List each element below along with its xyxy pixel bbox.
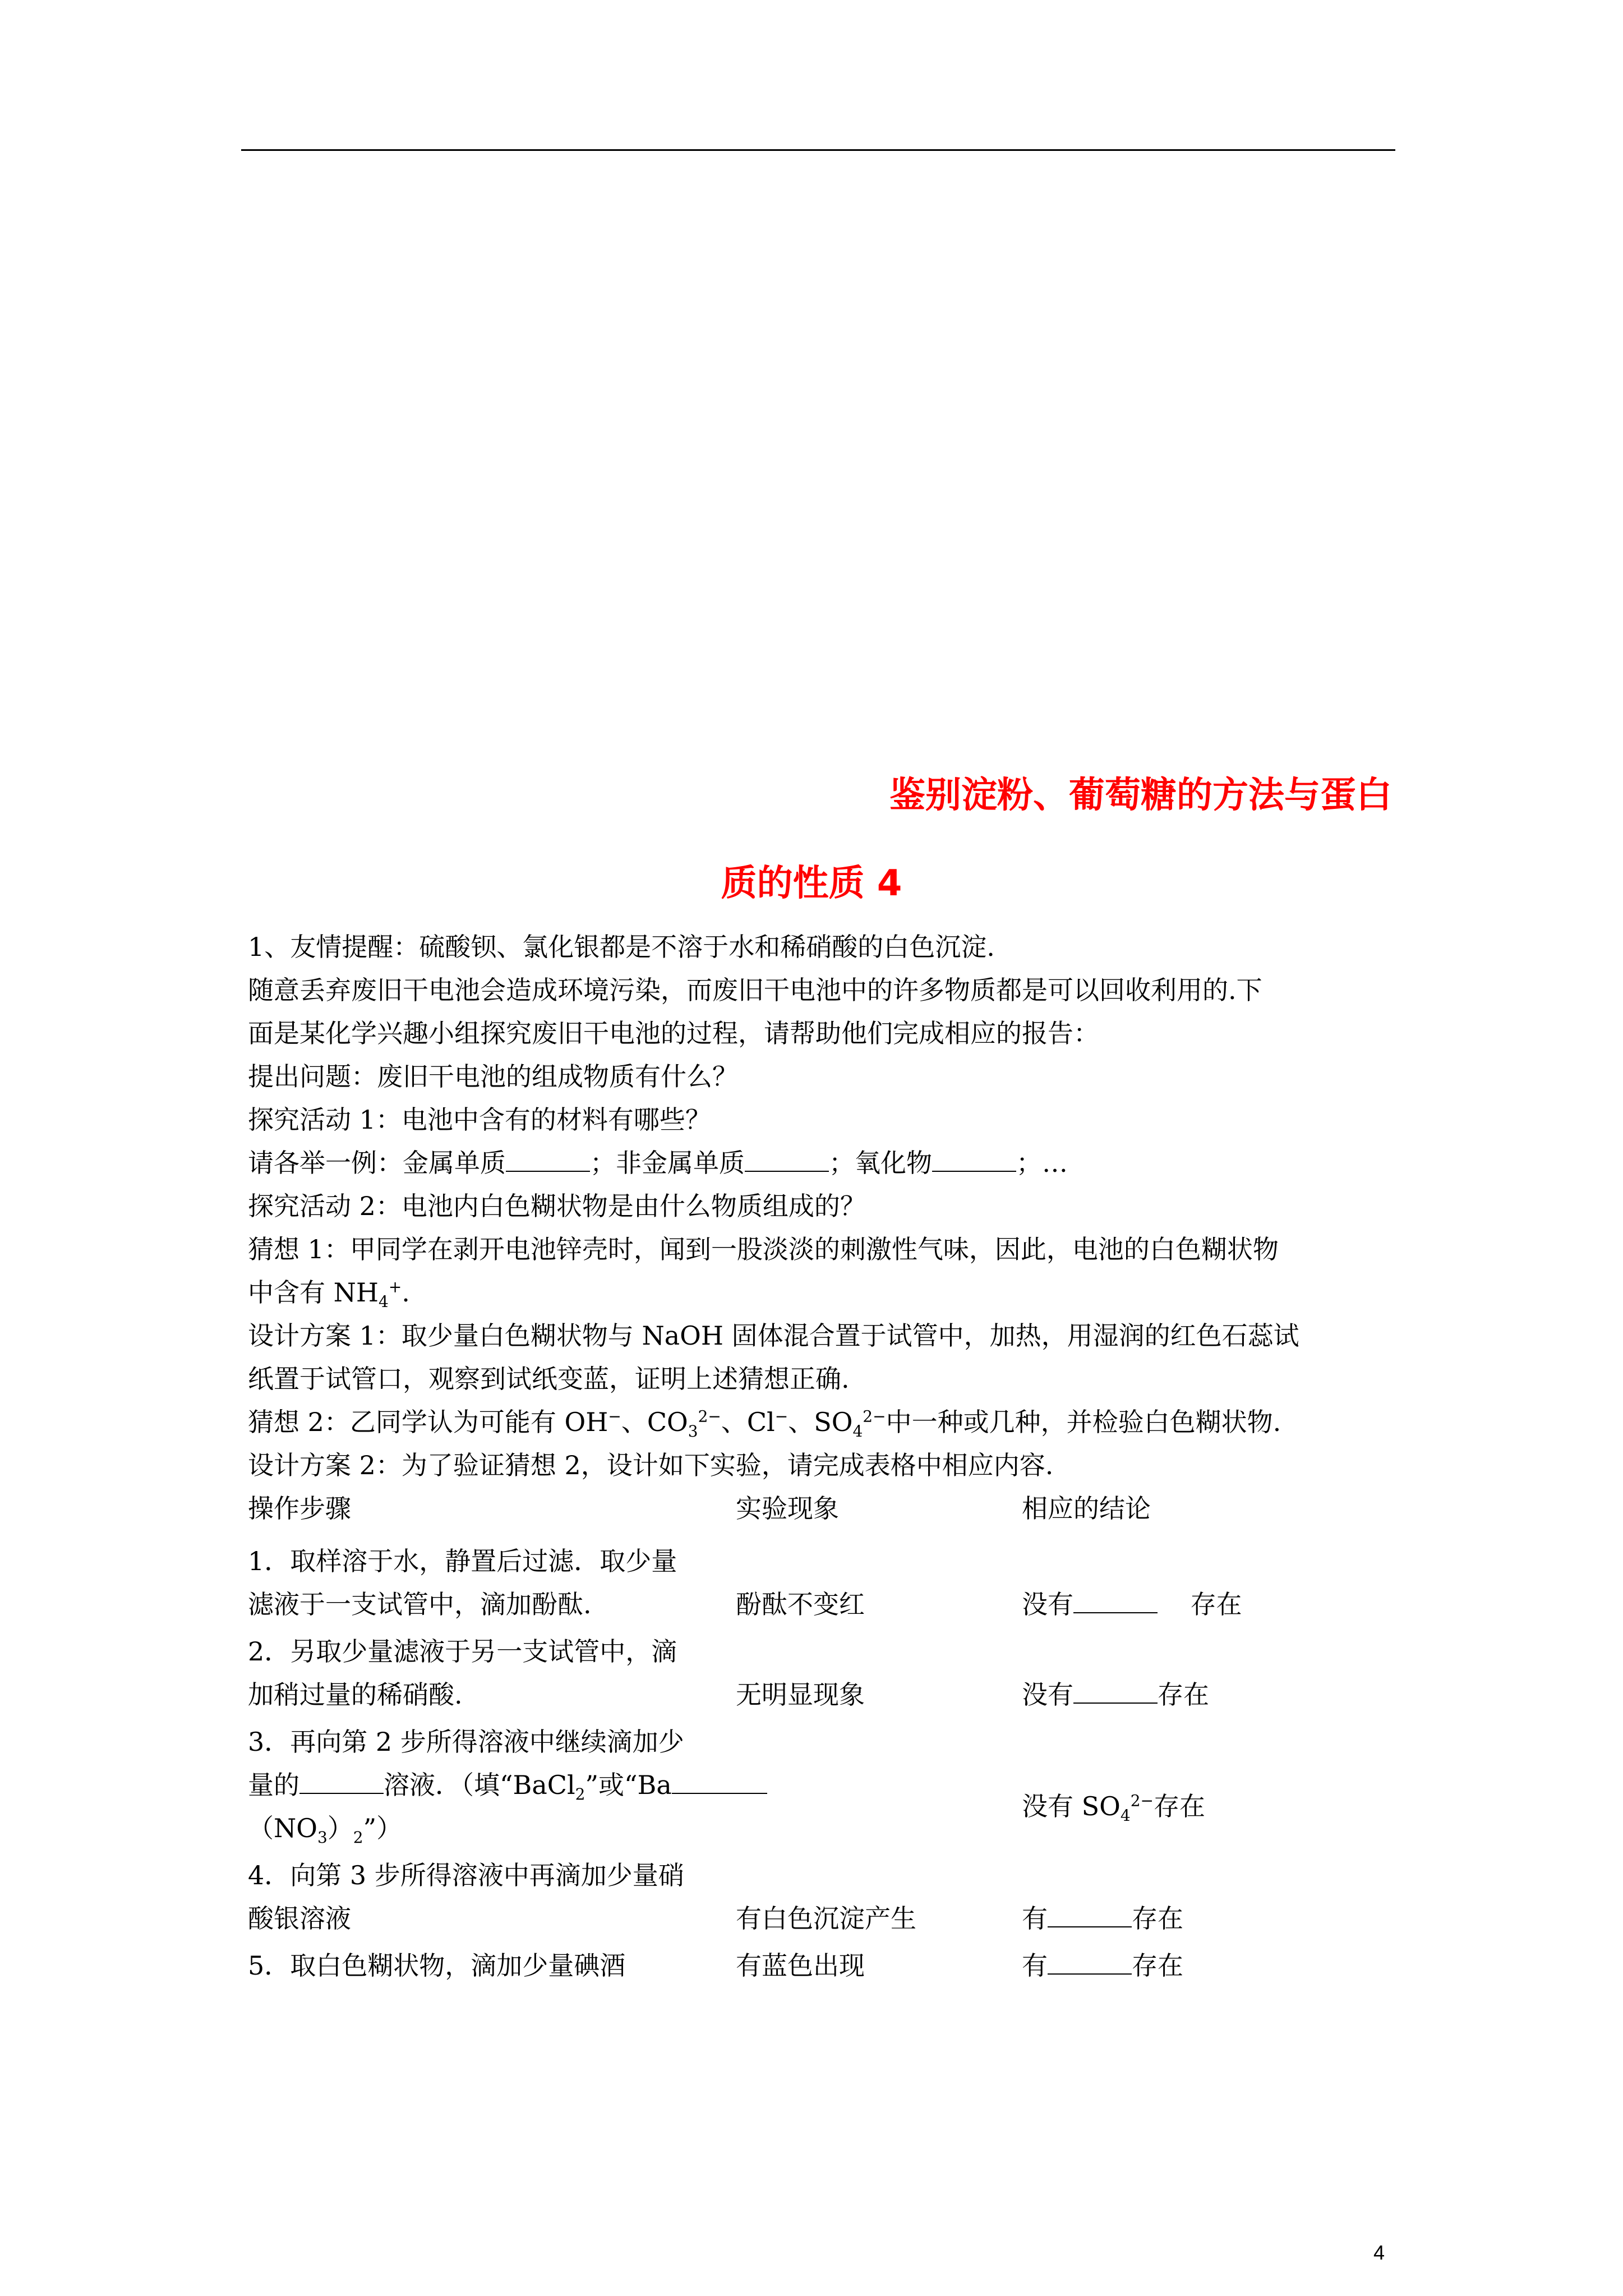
subscript: 3 <box>317 1828 328 1847</box>
conclusion <box>1022 1583 1242 1626</box>
hypothesis-1-line-1: 猜想 1：甲同学在剥开电池锌壳时，闻到一股淡淡的刺激性气味，因此，电池的白色糊状物 <box>248 1234 1279 1264</box>
activity-2-paragraph: 探究活动 2：电池内白色糊状物是由什么物质组成的？ <box>248 1191 866 1221</box>
hypothesis-2-text: 、CO <box>621 1407 688 1437</box>
subscript: 4 <box>379 1292 389 1312</box>
header-steps: 操作步骤 <box>248 1493 351 1524</box>
subscript: 3 <box>688 1422 698 1441</box>
observation-text: 酚酞不变红 <box>736 1589 865 1619</box>
header-observation: 实验现象 <box>736 1493 839 1524</box>
step-fragment: 量的 <box>248 1770 299 1800</box>
conclusion-text: 存在 <box>1132 1950 1183 1981</box>
title-line-2: 质的性质 4 <box>721 863 902 904</box>
step-text: 酸银溶液 <box>248 1903 351 1934</box>
conclusion <box>1022 1944 1183 1987</box>
step-text: 滤液于一支试管中，滴加酚酞. <box>248 1589 592 1619</box>
examples-prefix: 请各举一例：金属单质 <box>248 1148 506 1178</box>
examples-mid-2: ；氧化物 <box>829 1148 932 1178</box>
observation-text: 有白色沉淀产生 <box>736 1903 916 1934</box>
superscript: − <box>608 1407 621 1426</box>
step-text: 1．取样溶于水，静置后过滤．取少量 <box>248 1546 677 1576</box>
step-fragment: 溶液．（填“BaCl <box>384 1770 575 1800</box>
conclusion-text: 没有 SO <box>1022 1791 1121 1821</box>
conclusion-text: 没有 <box>1022 1589 1073 1619</box>
conclusion-text: 没有 <box>1022 1680 1073 1710</box>
conclusion-text: 存在 <box>1132 1903 1183 1934</box>
step-fragment: ） <box>327 1813 353 1843</box>
hypothesis-2-text: 、SO <box>788 1407 853 1437</box>
hypothesis-2-text: 、Cl <box>721 1407 775 1437</box>
conclusion-text: 存在 <box>1190 1589 1242 1619</box>
conclusion-text: 有 <box>1022 1903 1048 1934</box>
metal-blank <box>506 1148 590 1172</box>
hypothesis-2-end: 中一种或几种，并检验白色糊状物. <box>886 1407 1281 1437</box>
conclusion-blank <box>1048 1951 1132 1975</box>
step-fragment: ”或“Ba <box>585 1770 672 1800</box>
observation-blank <box>672 1770 767 1794</box>
conclusion-blank <box>1048 1904 1132 1927</box>
page-number: 4 <box>1373 2241 1385 2264</box>
conclusion <box>1022 1785 1205 1828</box>
hypothesis-2-line <box>248 1401 1281 1443</box>
reminder-paragraph: 1、友情提醒：硫酸钡、氯化银都是不溶于水和稀硝酸的白色沉淀. <box>248 932 995 962</box>
superscript: 2− <box>698 1407 721 1426</box>
examples-line <box>248 1142 1068 1184</box>
conclusion <box>1022 1897 1183 1940</box>
step-text: 加稍过量的稀硝酸. <box>248 1680 463 1710</box>
examples-end: ；… <box>1016 1148 1068 1178</box>
observation-text: 无明显现象 <box>736 1680 865 1710</box>
step-fragment: ”） <box>363 1813 403 1843</box>
observation-text: 有蓝色出现 <box>736 1950 865 1981</box>
step-text: 5．取白色糊状物，滴加少量碘酒 <box>248 1950 626 1981</box>
header-conclusion: 相应的结论 <box>1022 1493 1151 1524</box>
design-1-line-1: 设计方案 1：取少量白色糊状物与 NaOH 固体混合置于试管中，加热，用湿润的红色石蕊试 <box>248 1320 1299 1351</box>
step-fragment: （NO <box>248 1813 317 1843</box>
superscript: 2− <box>863 1407 886 1426</box>
nonmetal-blank <box>745 1148 829 1172</box>
superscript: − <box>774 1407 789 1426</box>
oxide-blank <box>932 1148 1016 1172</box>
examples-mid-1: ；非金属单质 <box>590 1148 745 1178</box>
step-text <box>248 1764 767 1806</box>
reagent-blank <box>299 1770 384 1794</box>
step-text <box>248 1807 402 1849</box>
step-text: 2．另取少量滤液于另一支试管中，滴 <box>248 1636 677 1667</box>
hypothesis-1-text: 中含有 NH <box>248 1277 379 1308</box>
superscript: + <box>388 1277 402 1296</box>
conclusion-blank <box>1073 1680 1158 1704</box>
title-line-1: 鉴别淀粉、葡萄糖的方法与蛋白 <box>889 775 1392 816</box>
activity-1-paragraph: 探究活动 1：电池中含有的材料有哪些？ <box>248 1105 711 1135</box>
subscript: 2 <box>575 1785 585 1804</box>
conclusion-text: 存在 <box>1153 1791 1205 1821</box>
design-2-paragraph: 设计方案 2：为了验证猜想 2，设计如下实验，请完成表格中相应内容. <box>248 1450 1054 1480</box>
subscript: 4 <box>1120 1806 1131 1825</box>
intro-paragraph-line-2: 面是某化学兴趣小组探究废旧干电池的过程，请帮助他们完成相应的报告： <box>248 1018 1099 1048</box>
intro-paragraph-line-1: 随意丢弃废旧干电池会造成环境污染，而废旧干电池中的许多物质都是可以回收利用的.下 <box>248 975 1262 1005</box>
step-text: 3．再向第 2 步所得溶液中继续滴加少 <box>248 1727 684 1757</box>
step-text: 4．向第 3 步所得溶液中再滴加少量硝 <box>248 1860 684 1890</box>
conclusion-blank <box>1073 1590 1158 1613</box>
subscript: 2 <box>353 1828 363 1847</box>
subscript: 4 <box>852 1422 863 1441</box>
design-1-line-2: 纸置于试管口，观察到试纸变蓝，证明上述猜想正确. <box>248 1364 850 1394</box>
superscript: 2− <box>1130 1791 1154 1810</box>
hypothesis-1-end: . <box>402 1277 410 1308</box>
header-rule <box>241 149 1395 151</box>
hypothesis-2-text: 猜想 2：乙同学认为可能有 OH <box>248 1407 608 1437</box>
conclusion <box>1022 1673 1209 1716</box>
hypothesis-1-line-2 <box>248 1271 410 1314</box>
conclusion-text: 存在 <box>1158 1680 1209 1710</box>
question-paragraph: 提出问题：废旧干电池的组成物质有什么？ <box>248 1061 738 1092</box>
conclusion-text: 有 <box>1022 1950 1048 1981</box>
